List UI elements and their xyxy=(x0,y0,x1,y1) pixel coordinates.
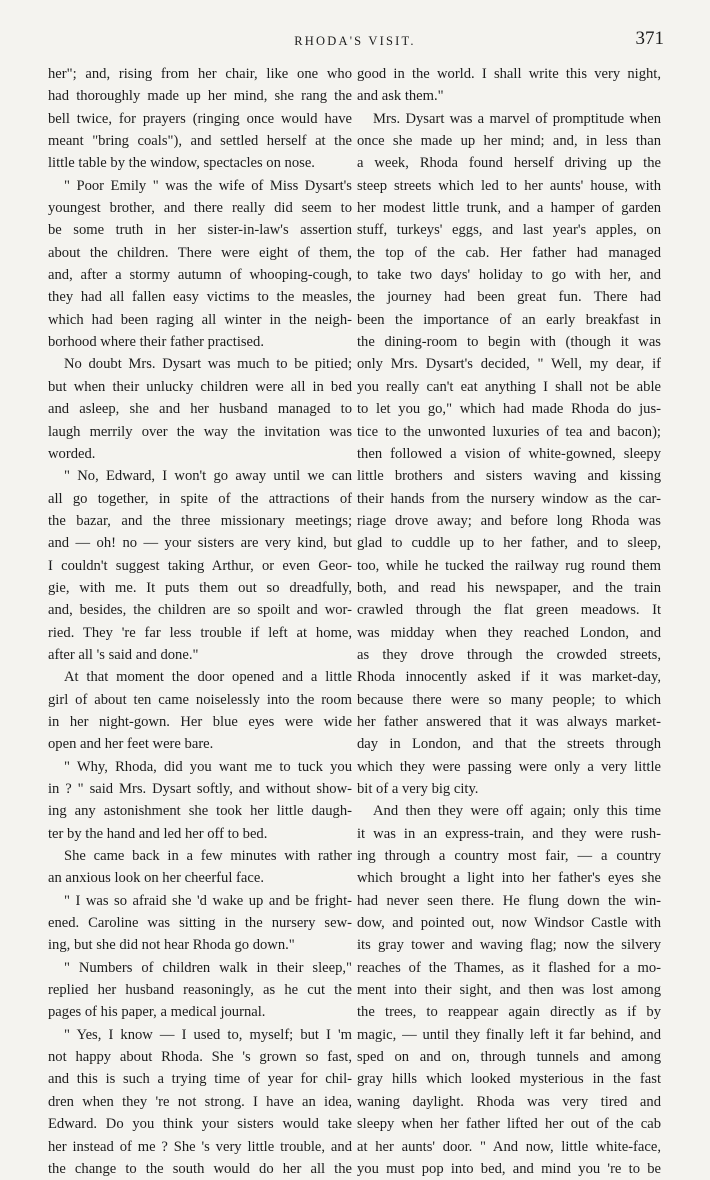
text-line: stuff, turkeys' eggs, and last year's apples, on xyxy=(357,222,661,239)
text-line: " Why, Rhoda, did you want me to tuck you xyxy=(64,758,352,775)
text-line: borhood where their father practised. xyxy=(48,334,264,351)
text-line: ing, but she did not hear Rhoda go down." xyxy=(48,937,295,954)
text-line: which had been raging all winter in the neigh- xyxy=(48,311,352,328)
text-line: her"; and, rising from her chair, like one who xyxy=(48,66,352,82)
text-line: magic, — until they finally left it far behind, and xyxy=(357,1026,661,1043)
text-line: ened. Caroline was sitting in the nursery sew- xyxy=(48,915,352,932)
text-line: replied her husband reasoningly, as he cut the xyxy=(48,982,352,999)
text-line: " Yes, I know — I used to, myself; but I 'm xyxy=(64,1026,352,1043)
text-line: pages of his paper, a medical journal. xyxy=(48,1004,266,1021)
running-title: RHODA'S VISIT. xyxy=(294,34,416,48)
text-line: their hands from the nursery window as the car- xyxy=(357,490,661,507)
text-line: dow, and pointed out, now Windsor Castle with xyxy=(357,915,661,932)
page-header xyxy=(0,26,710,50)
text-line: they had all fallen easy victims to the measles, xyxy=(48,289,352,306)
text-line: " I was so afraid she 'd wake up and be fright- xyxy=(64,892,352,909)
text-line: and — oh! no — your sisters are very kind, but xyxy=(48,535,352,552)
text-line: and this is such a trying time of year for chil- xyxy=(48,1071,352,1088)
text-line: her father answered that it was always market- xyxy=(357,713,661,730)
text-line: bell twice, for prayers (ringing once would have xyxy=(48,110,352,127)
text-line: sped on and on, through tunnels and among xyxy=(357,1049,661,1066)
text-line: waning daylight. Rhoda was very tired and xyxy=(357,1093,661,1110)
left-column xyxy=(48,63,352,1180)
text-line: gie, with me. It puts them out so dreadfully, xyxy=(48,579,352,596)
text-line: laugh merrily over the way the invitation was xyxy=(48,423,352,440)
text-line: too, while he tucked the railway rug round them xyxy=(357,557,661,574)
text-line: at her aunts' door. " And now, little white-face, xyxy=(357,1138,661,1155)
text-line: it was in an express-train, and they were rush- xyxy=(357,825,661,842)
text-line: little brothers and sisters waving and kissing xyxy=(357,468,661,485)
text-line: its gray tower and waving flag; now the silvery xyxy=(357,937,661,954)
text-line: you really can't eat anything I shall not be able xyxy=(357,378,661,395)
text-line: glad to cuddle up to her father, and to sleep, xyxy=(357,535,661,552)
text-line: her modest little trunk, and a hamper of garden xyxy=(357,200,661,217)
text-line: had thoroughly made up her mind, she rang the xyxy=(48,88,352,105)
text-line: then followed a vision of white-gowned, sleepy xyxy=(357,445,661,462)
text-line: riage drove away; and before long Rhoda was xyxy=(357,512,661,529)
text-line: a week, Rhoda found herself driving up the xyxy=(357,155,661,172)
text-line: good in the world. I shall write this very night, xyxy=(357,66,661,82)
text-line: an anxious look on her cheerful face. xyxy=(48,870,264,887)
text-line: " Poor Emily " was the wife of Miss Dysart's xyxy=(64,177,352,194)
text-line: the dining-room to begin with (though it was xyxy=(357,334,661,351)
text-line: once she made up her mind; and, in less than xyxy=(357,133,661,150)
text-line: ing any astonishment she took her little daugh- xyxy=(48,803,352,820)
text-line: ter by the hand and led her off to bed. xyxy=(48,825,268,842)
text-line: was midday when they reached London, and xyxy=(357,624,661,641)
text-line: because there were so many people; to which xyxy=(357,691,661,708)
text-line: and, besides, the children are so spoilt and wor- xyxy=(48,602,352,619)
text-line: girl of about ten came noiselessly into the room xyxy=(48,691,352,708)
text-line: and asleep, she and her husband managed to xyxy=(48,401,352,418)
text-line: been the importance of an early breakfast in xyxy=(357,311,661,328)
text-line: only Mrs. Dysart's decided, " Well, my dear, if xyxy=(357,356,661,373)
text-line: the top of the cab. Her father had managed xyxy=(357,244,661,261)
text-line: in ? " said Mrs. Dysart softly, and without show- xyxy=(48,781,352,797)
text-line: gray hills which looked mysterious in the fast xyxy=(357,1071,661,1088)
text-line: Edward. Do you think your sisters would take xyxy=(48,1116,352,1133)
text-line: ment into their sight, and then was lost among xyxy=(357,982,661,999)
text-line: the change to the south would do her all the xyxy=(48,1160,352,1177)
text-line: dren when they 're not strong. I have an idea, xyxy=(48,1093,352,1110)
text-line: after all 's said and done." xyxy=(48,646,199,663)
text-line: both, and read his newspaper, and the train xyxy=(357,579,661,596)
text-line: to let you go," which had made Rhoda do jus- xyxy=(357,401,661,418)
text-line: steep streets which led to her aunts' house, with xyxy=(357,177,661,194)
text-line: ried. They 're far less trouble if left at home, xyxy=(48,624,352,641)
text-line: had never seen there. He flung down the win- xyxy=(357,892,661,909)
text-line: the bazar, and the three missionary meetings; xyxy=(48,512,352,529)
text-line: the trees, to reappear again directly as if by xyxy=(357,1004,661,1021)
text-line: open and her feet were bare. xyxy=(48,736,214,753)
text-line: At that moment the door opened and a little xyxy=(64,669,352,686)
text-line: which they were passing were only a very little xyxy=(357,758,661,775)
text-line: all go together, in spite of the attractions of xyxy=(48,490,352,507)
text-line: I couldn't suggest taking Arthur, or even Geor- xyxy=(48,557,352,574)
text-line: " No, Edward, I won't go away until we can xyxy=(64,468,352,485)
text-line: And then they were off again; only this time xyxy=(373,803,661,820)
right-column xyxy=(357,63,661,1180)
text-line: the journey had been great fun. There had xyxy=(357,289,661,306)
text-line: crawled through the flat green meadows. It xyxy=(357,602,661,619)
text-line: No doubt Mrs. Dysart was much to be pitied; xyxy=(64,356,352,373)
text-line: be some truth in her sister-in-law's assertion xyxy=(48,222,352,239)
text-line: reaches of the Thames, as it flashed for a mo- xyxy=(357,959,661,976)
text-line: you must pop into bed, and mind you 're to be xyxy=(357,1160,661,1177)
text-line: day in London, and that the streets through xyxy=(357,736,661,753)
text-line: tice to the unwonted luxuries of tea and bacon); xyxy=(357,423,661,440)
text-line: about the children. There were eight of them, xyxy=(48,244,352,261)
text-line: sleepy when her father lifted her out of the cab xyxy=(357,1116,661,1133)
text-line: ing through a country most fair, — a country xyxy=(357,848,661,865)
text-line: in her night-gown. Her blue eyes were wide xyxy=(48,713,352,730)
text-line: as they drove through the crowded streets, xyxy=(357,646,661,663)
text-line: Rhoda innocently asked if it was market-day, xyxy=(357,669,661,686)
text-line: Mrs. Dysart was a marvel of promptitude when xyxy=(373,110,661,127)
text-line: " Numbers of children walk in their sleep," xyxy=(64,959,352,976)
text-line: but when their unlucky children were all in bed xyxy=(48,378,352,395)
text-line: not happy about Rhoda. She 's grown so fast, xyxy=(48,1049,352,1066)
text-line: which brought a light into her father's eyes she xyxy=(357,870,661,887)
text-line: She came back in a few minutes with rather xyxy=(64,848,352,865)
text-line: worded. xyxy=(48,445,96,462)
text-line: little table by the window, spectacles on nose. xyxy=(48,155,315,172)
text-line: to take two days' holiday to go with her, and xyxy=(357,267,661,284)
text-line: youngest brother, and there really did seem to xyxy=(48,200,352,217)
text-line: bit of a very big city. xyxy=(357,781,479,797)
text-line: and, after a stormy autumn of whooping-cough, xyxy=(48,267,352,284)
text-line: her instead of me ? She 's very little trouble, and xyxy=(48,1138,352,1155)
page-number: 371 xyxy=(635,28,664,49)
text-line: and ask them." xyxy=(357,88,444,105)
text-line: meant "bring coals"), and settled herself at the xyxy=(48,133,352,150)
